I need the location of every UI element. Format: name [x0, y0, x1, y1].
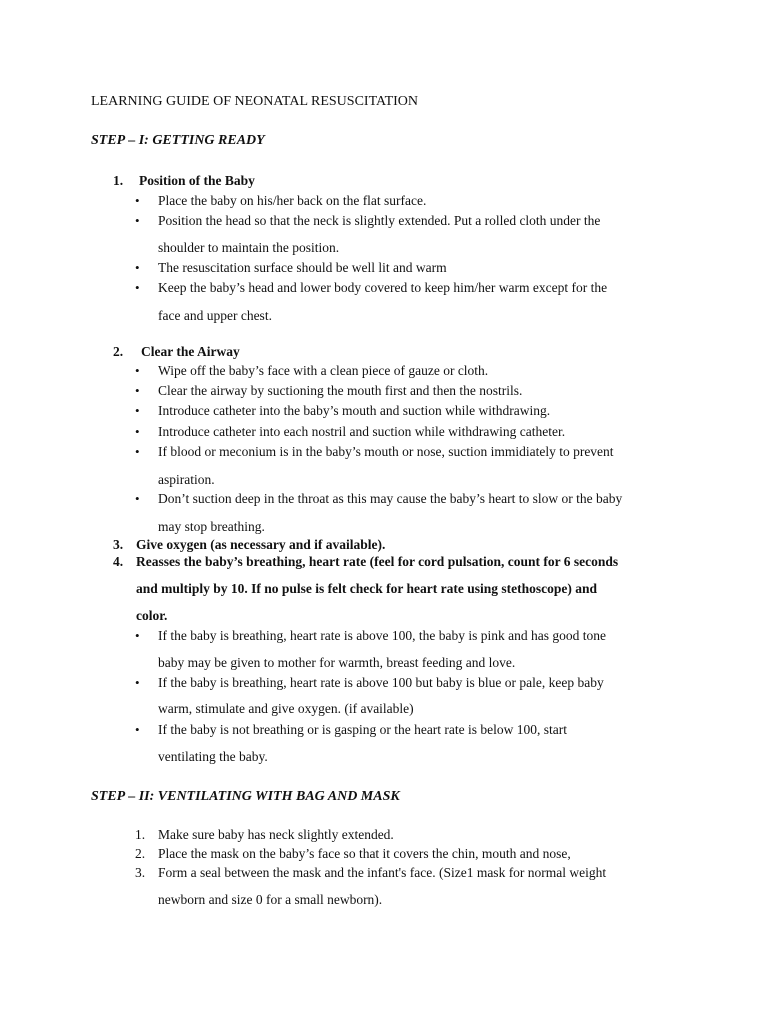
item2-title: Clear the Airway: [141, 344, 240, 359]
bullet-glyph: •: [135, 383, 140, 398]
item4-bullet1-line2: baby may be given to mother for warmth, breast feeding and love.: [158, 655, 516, 670]
item4-line1: Reasses the baby’s breathing, heart rate (feel for cord pulsation, count for 6 seconds: [136, 554, 619, 569]
item1-bullet2-line2: shoulder to maintain the position.: [158, 240, 340, 255]
item1-number: 1.: [113, 173, 124, 188]
step2-item2-text: Place the mask on the baby’s face so that it covers the chin, mouth and nose,: [158, 846, 571, 861]
item2-bullet1: Wipe off the baby’s face with a clean piece of gauze or cloth.: [158, 363, 489, 378]
item2-number: 2.: [113, 344, 124, 359]
bullet-glyph: •: [135, 675, 140, 690]
item2-bullet6-line2: may stop breathing.: [158, 519, 265, 534]
step2-item3-text-line1: Form a seal between the mask and the infant's face. (Size1 mask for normal weight: [158, 865, 607, 880]
item4-bullet2-line1: If the baby is breathing, heart rate is above 100 but baby is blue or pale, keep baby: [158, 675, 604, 690]
bullet-glyph: •: [135, 363, 140, 378]
bullet-glyph: •: [135, 444, 140, 459]
item4-line2: and multiply by 10. If no pulse is felt check for heart rate using stethoscope) and: [136, 581, 598, 596]
item4-bullet1-line1: If the baby is breathing, heart rate is above 100, the baby is pink and has good tone: [158, 628, 607, 643]
item1-bullet2-line1: Position the head so that the neck is slightly extended. Put a rolled cloth under the: [158, 213, 601, 228]
item4-line3: color.: [136, 608, 168, 623]
item2-bullet5-line1: If blood or meconium is in the baby’s mouth or nose, suction immidiately to prevent: [158, 444, 614, 459]
item2-bullet3: Introduce catheter into the baby’s mouth and suction while withdrawing.: [158, 403, 551, 418]
item3-number: 3.: [113, 537, 124, 552]
step2-item3-number: 3.: [135, 865, 146, 880]
step2-item3-text-line2: newborn and size 0 for a small newborn).: [158, 892, 383, 907]
item3-title: Give oxygen (as necessary and if available).: [136, 537, 386, 552]
item4-bullet3-line1: If the baby is not breathing or is gasping or the heart rate is below 100, start: [158, 722, 568, 737]
step2-item1-text: Make sure baby has neck slightly extended.: [158, 827, 394, 842]
step1-heading: STEP – I: GETTING READY: [91, 133, 265, 148]
item1-title: Position of the Baby: [139, 173, 255, 188]
bullet-glyph: •: [135, 424, 140, 439]
bullet-glyph: •: [135, 213, 140, 228]
document-title: LEARNING GUIDE OF NEONATAL RESUSCITATION: [91, 94, 418, 109]
bullet-glyph: •: [135, 628, 140, 643]
item2-bullet2: Clear the airway by suctioning the mouth first and then the nostrils.: [158, 383, 523, 398]
item1-bullet4-line2: face and upper chest.: [158, 308, 272, 323]
bullet-glyph: •: [135, 491, 140, 506]
item2-bullet5-line2: aspiration.: [158, 472, 215, 487]
step2-item1-number: 1.: [135, 827, 146, 842]
step2-heading: STEP – II: VENTILATING WITH BAG AND MASK: [91, 789, 400, 804]
bullet-glyph: •: [135, 722, 140, 737]
item1-bullet4-line1: Keep the baby’s head and lower body covered to keep him/her warm except for the: [158, 280, 608, 295]
item2-bullet6-line1: Don’t suction deep in the throat as this may cause the baby’s heart to slow or the baby: [158, 491, 623, 506]
item1-bullet1: Place the baby on his/her back on the flat surface.: [158, 193, 427, 208]
bullet-glyph: •: [135, 193, 140, 208]
bullet-glyph: •: [135, 280, 140, 295]
step2-item2-number: 2.: [135, 846, 146, 861]
item2-bullet4: Introduce catheter into each nostril and suction while withdrawing catheter.: [158, 424, 566, 439]
bullet-glyph: •: [135, 260, 140, 275]
bullet-glyph: •: [135, 403, 140, 418]
item4-number: 4.: [113, 554, 124, 569]
item4-bullet2-line2: warm, stimulate and give oxygen. (if available): [158, 701, 414, 716]
item4-bullet3-line2: ventilating the baby.: [158, 749, 268, 764]
item1-bullet3: The resuscitation surface should be well lit and warm: [158, 260, 447, 275]
